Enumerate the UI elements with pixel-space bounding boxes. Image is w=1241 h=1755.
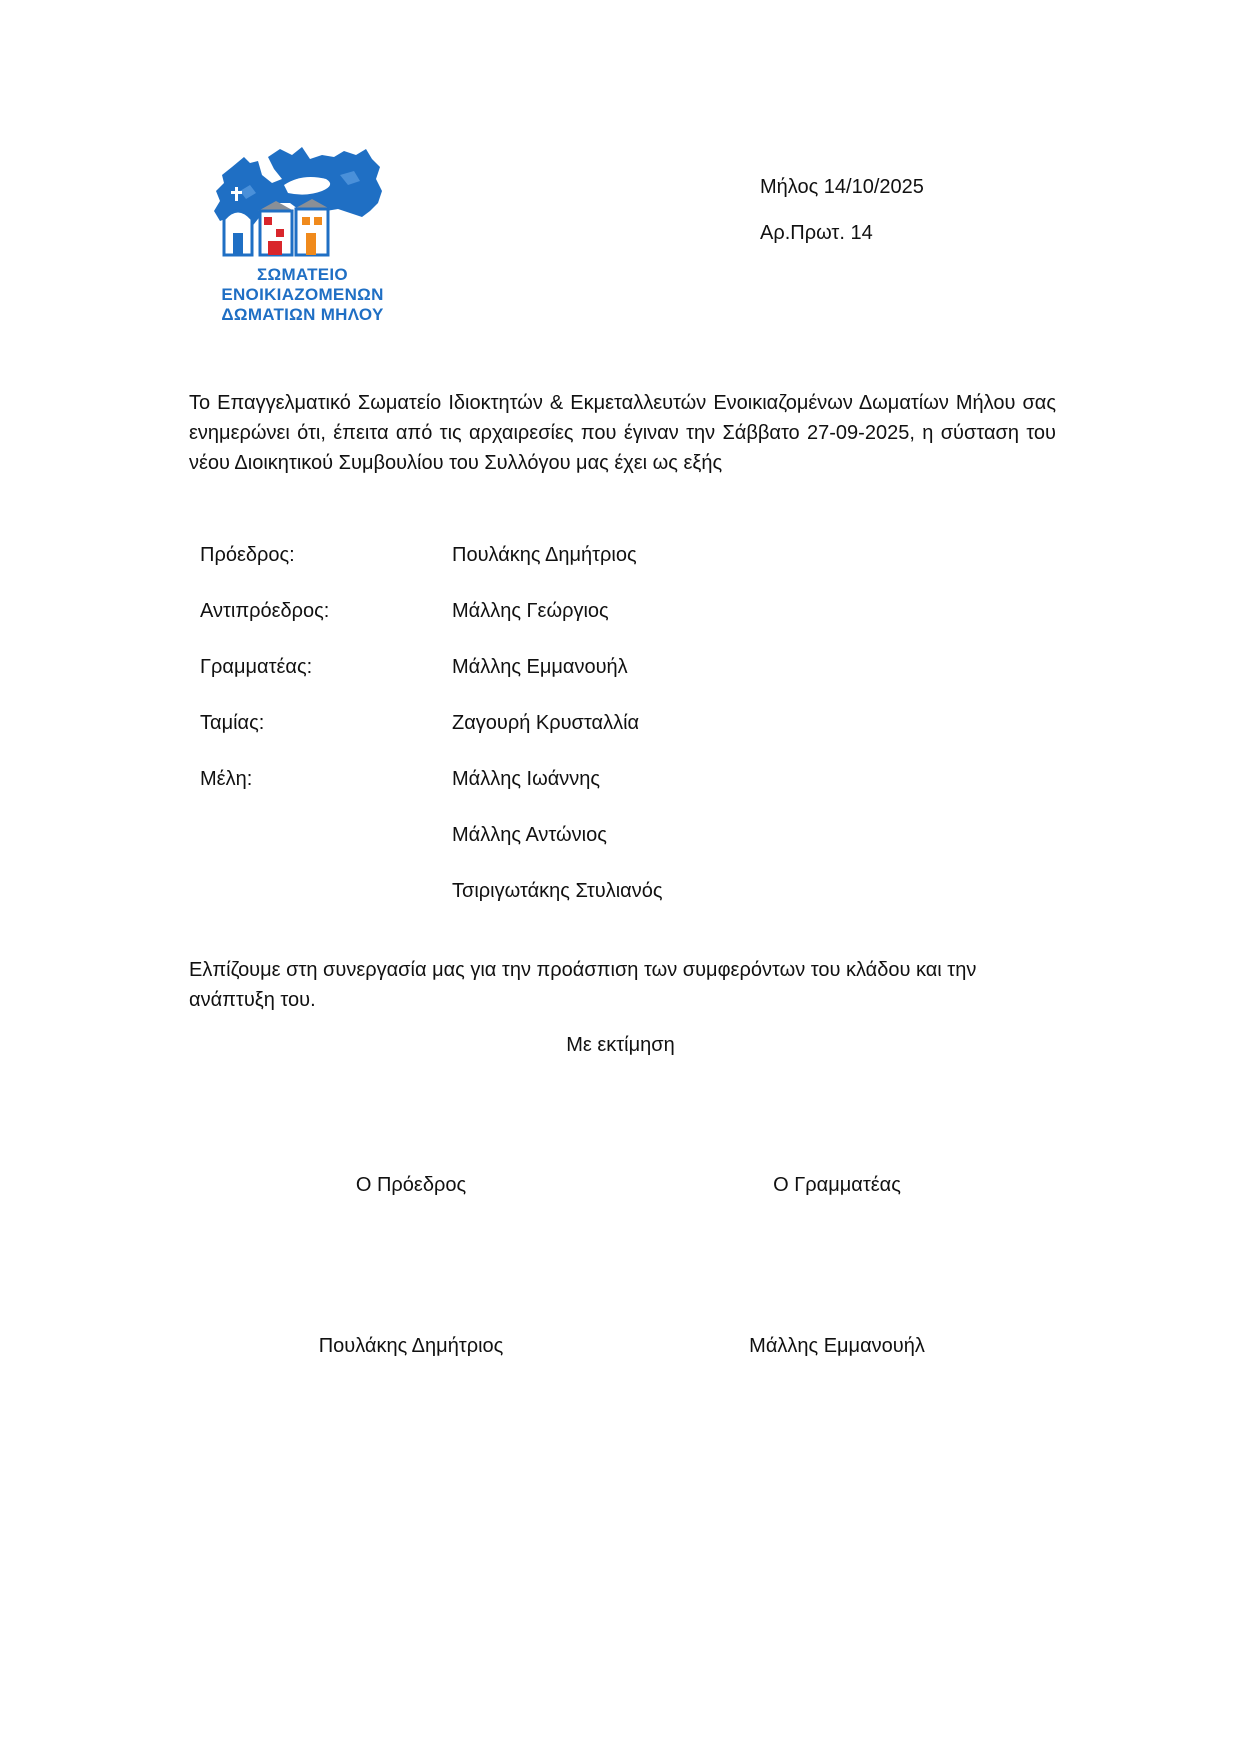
place-date: Μήλος 14/10/2025 (760, 176, 924, 198)
association-logo (210, 145, 395, 325)
board-role: Πρόεδρος: (200, 544, 295, 566)
closing-text: Ελπίζουμε στη συνεργασία μας για την προάσπιση των συμφερόντων του κλάδου και την ανάπτυξη του. (189, 959, 977, 1011)
board-member-name: Μάλλης Εμμανουήλ (452, 656, 628, 678)
board-member-name: Μάλλης Ιωάννης (452, 768, 601, 790)
logo-text-line3: ΔΩΜΑΤΙΩΝ ΜΗΛΟΥ (221, 305, 384, 324)
announcement-paragraph: Το Επαγγελματικό Σωματείο Ιδιοκτητών & Εκμεταλλευτών Ενοικιαζομένων Δωματίων Μήλου σας ενημερώνει ότι, έπειτα από τις αρχαιρεσίες που έγιναν την Σάββατο 27-09-2025, η σύσταση του νέου Διοικητικού Συμβουλίου του Συλλόγου μας έχει ως εξής (189, 392, 1056, 474)
board-role: Μέλη: (200, 768, 253, 790)
greeting: Με εκτίμηση (566, 1034, 675, 1056)
signature-title-secretary: Ο Γραμματέας (773, 1174, 901, 1196)
board-role: Αντιπρόεδρος: (200, 600, 330, 622)
signature-name-secretary: Μάλλης Εμμανουήλ (749, 1335, 925, 1357)
board-member-name: Μάλλης Γεώργιος (452, 600, 609, 622)
milos-island-houses-logo-icon (210, 145, 395, 265)
logo-text-line1: ΣΩΜΑΤΕΙΟ (257, 265, 348, 284)
logo-text-line2: ΕΝΟΙΚΙΑΖΟΜΕΝΩΝ (221, 285, 384, 304)
board-role: Ταμίας: (200, 712, 265, 734)
board-member-name: Μάλλης Αντώνιος (452, 824, 607, 846)
board-role: Γραμματέας: (200, 656, 313, 678)
board-member-name: Πουλάκης Δημήτριος (452, 544, 637, 566)
protocol-number: Αρ.Πρωτ. 14 (760, 222, 873, 244)
board-member-name: Τσιριγωτάκης Στυλιανός (452, 880, 663, 902)
signature-name-president: Πουλάκης Δημήτριος (318, 1335, 504, 1357)
signature-title-president: Ο Πρόεδρος (355, 1174, 467, 1196)
board-member-name: Ζαγουρή Κρυσταλλία (452, 712, 640, 734)
